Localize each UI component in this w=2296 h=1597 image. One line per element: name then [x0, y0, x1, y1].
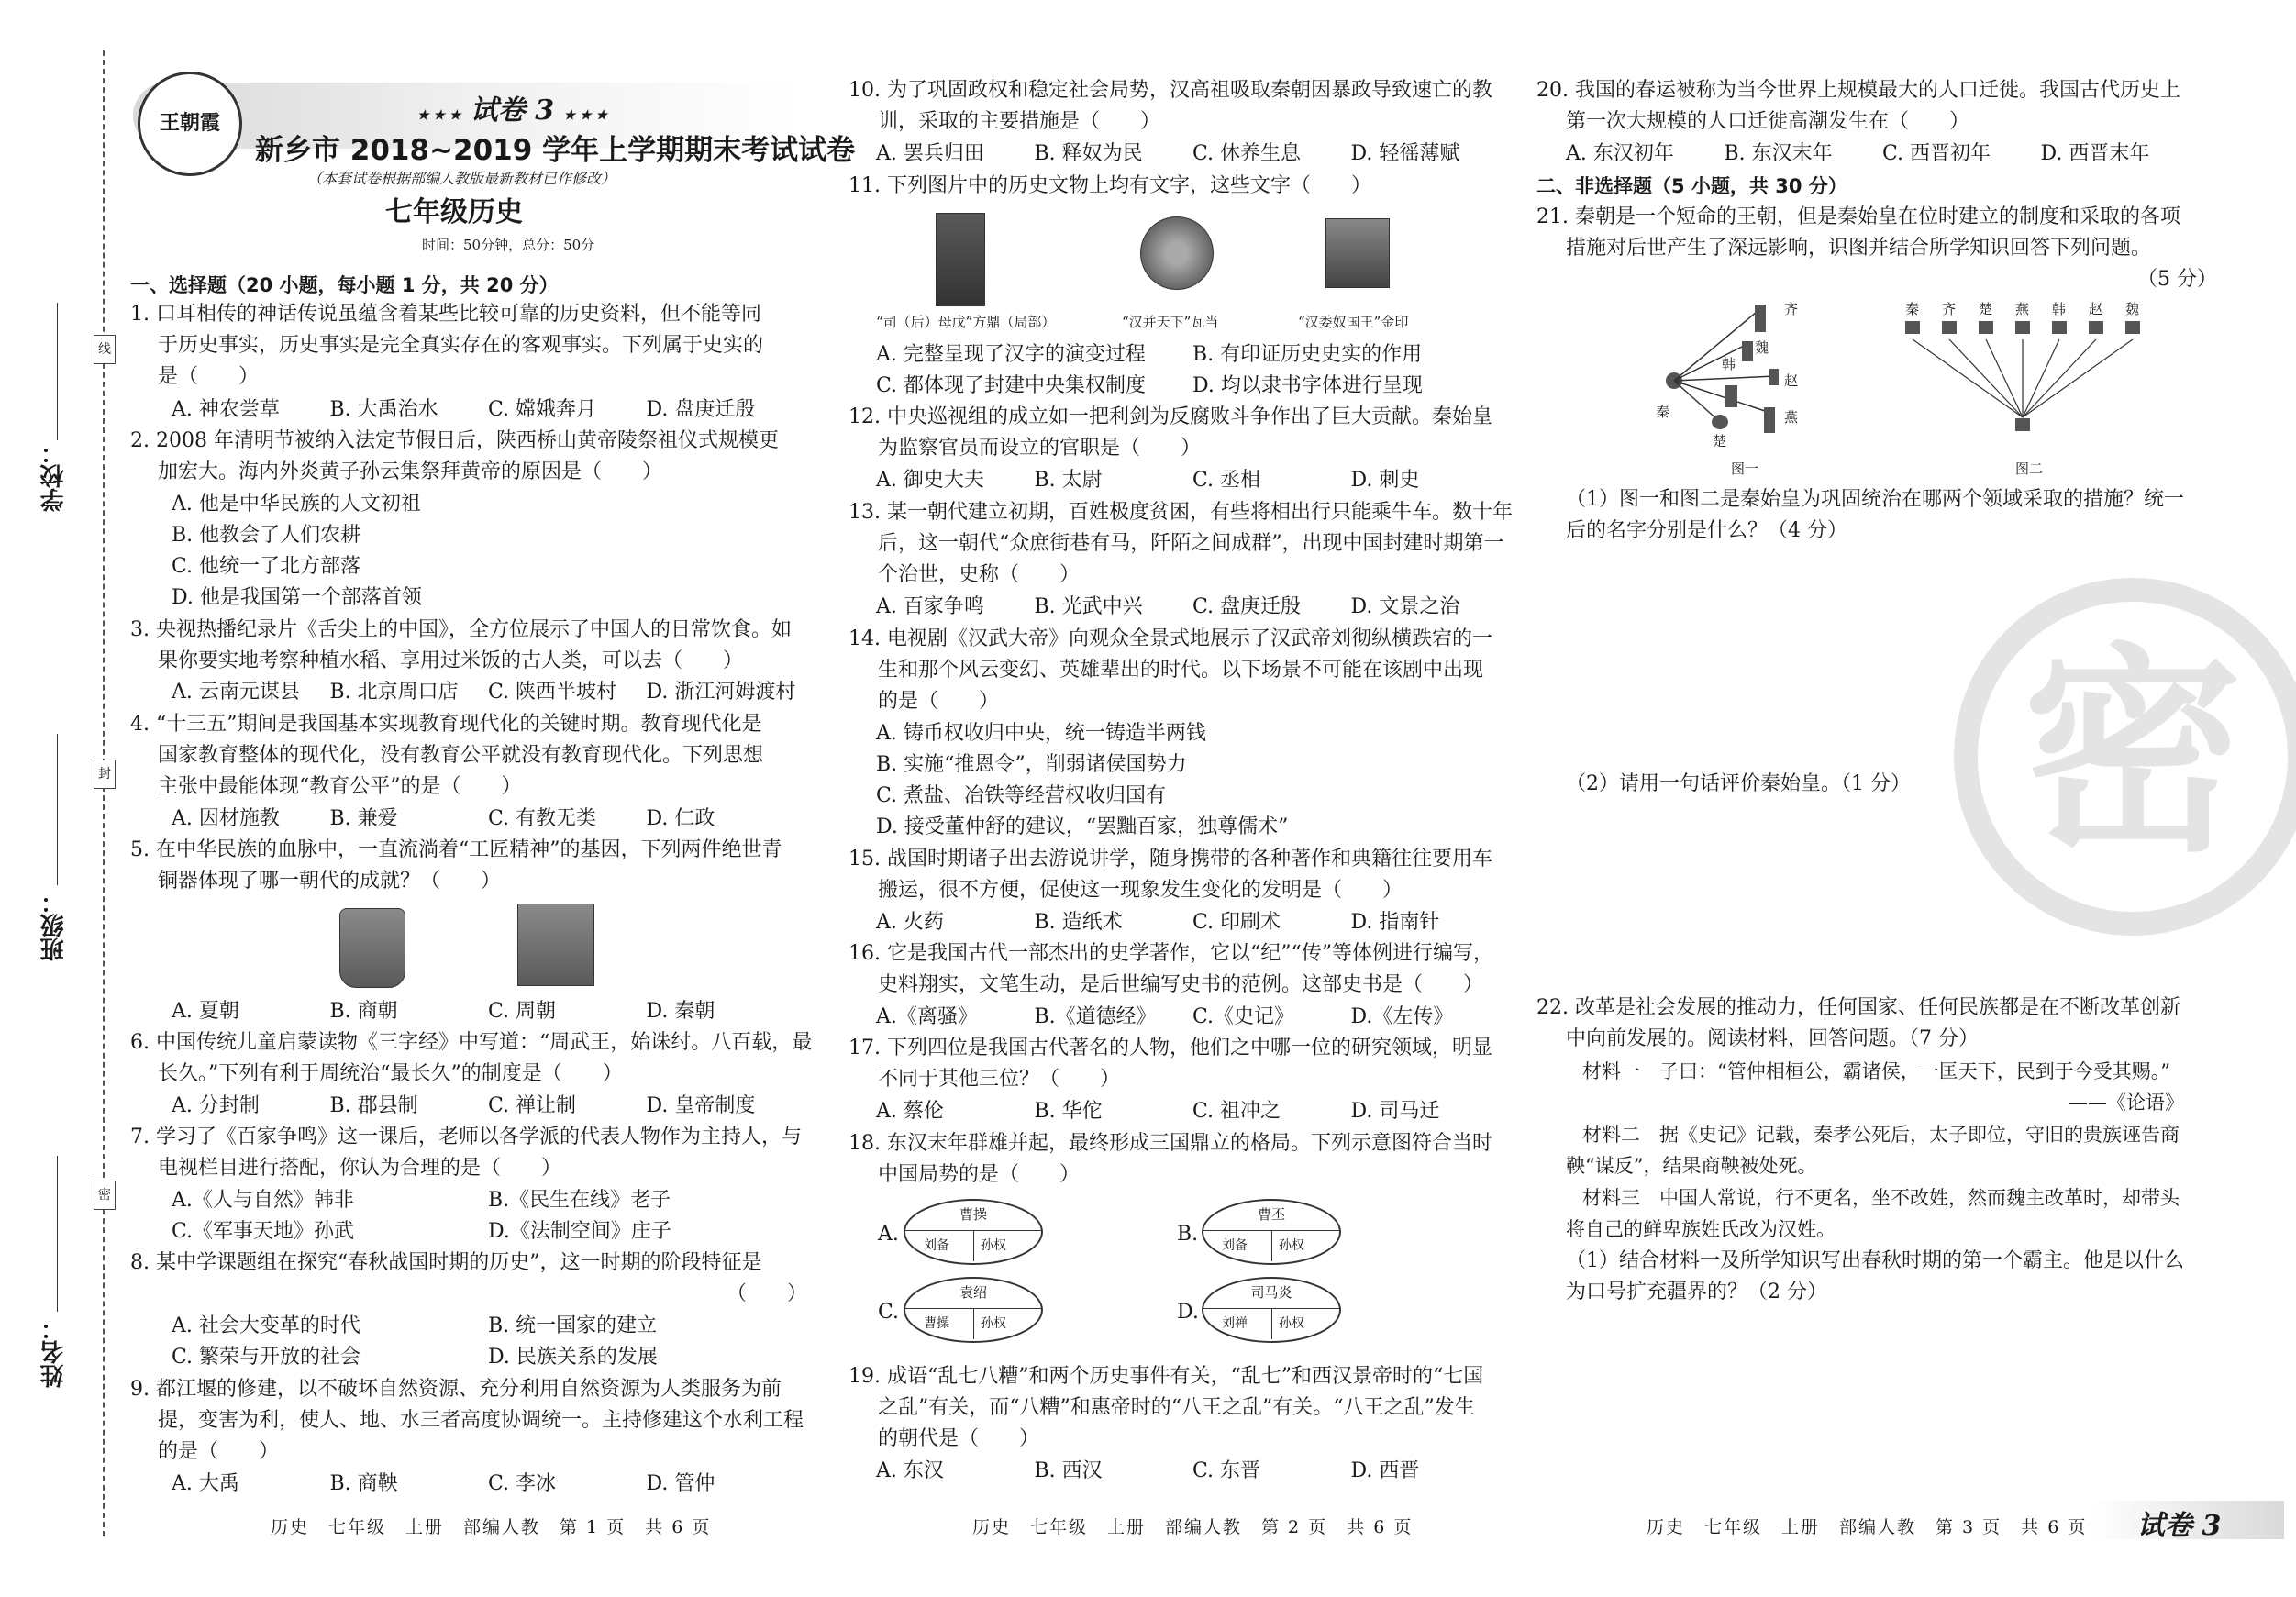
question-17-line: 不同于其他三位？（ ）	[878, 1068, 1121, 1091]
option-a[interactable]: A.《离骚》	[876, 1005, 978, 1028]
question-8-options	[172, 1344, 804, 1371]
state-zhao: 赵	[1784, 372, 1799, 389]
question-4-line: 国家教育整体的现代化，没有教育公平就没有教育现代化。下列思想	[158, 744, 764, 767]
question-19-line: 的朝代是（ ）	[878, 1427, 1040, 1450]
page-footer-1: 历史 七年级 上册 部编人教 第 1 页 共 6 页	[271, 1517, 712, 1537]
seal-mark-line: 线	[94, 335, 116, 364]
diagram-left: 刘备	[924, 1238, 949, 1253]
diagram-right: 孙权	[981, 1316, 1006, 1331]
option-a[interactable]: A. 罢兵归田	[876, 142, 984, 165]
option-c[interactable]: C. 西晋初年	[1882, 142, 1991, 165]
option-c[interactable]: C. 陕西半坡村	[488, 681, 617, 704]
question-10-line: 训，采取的主要措施是（ ）	[878, 110, 1161, 133]
question-20-line: 第一次大规模的人口迁徙高潮发生在（ ）	[1566, 110, 1970, 133]
option-b[interactable]: B. 实施“推恩令”，削弱诸侯国势力	[876, 753, 1187, 776]
section-choice-title: 一、选择题（20 小题，每小题 1 分，共 20 分）	[130, 274, 559, 296]
question-21-2-line: （2）请用一句话评价秦始皇。（1 分）	[1566, 772, 1911, 795]
caption-ding: “司（后）母戊”方鼎（局部）	[876, 314, 1056, 330]
option-a[interactable]: A. 完整呈现了汉字的演变过程	[876, 343, 1146, 366]
question-2-line: 加宏大。海内外炎黄子孙云集祭拜黄帝的原因是（ ）	[158, 460, 663, 483]
state-qin: 秦	[1656, 404, 1670, 420]
diagram-top: 曹操	[959, 1206, 987, 1223]
divider	[973, 1230, 974, 1261]
option-c[interactable]: C. 有教无类	[488, 807, 597, 830]
answer-area-21-2[interactable]	[1566, 804, 2171, 987]
state-wei: 魏	[1755, 339, 1769, 356]
seal-mark-seal: 封	[94, 760, 116, 789]
option-d[interactable]: D. 浙江河姆渡村	[646, 681, 796, 704]
question-3-options	[172, 679, 804, 706]
question-13-line: 个治世，史称（ ）	[878, 563, 1081, 586]
question-17-options	[876, 1098, 1509, 1126]
question-9-line: 9. 都江堰的修建，以不破坏自然资源、充分利用自然资源为人类服务为前	[130, 1378, 782, 1401]
class-field[interactable]	[57, 734, 58, 885]
option-a[interactable]: A. 大禹	[172, 1472, 239, 1495]
question-5-line: 5. 在中华民族的血脉中，一直流淌着“工匠精神”的基因，下列两件绝世青	[130, 838, 782, 861]
option-a[interactable]: A. 东汉初年	[1566, 142, 1674, 165]
divider	[973, 1308, 974, 1339]
question-14-line: 生和那个风云变幻、英雄辈出的时代。以下场景不可能在该剧中出现	[878, 659, 1484, 682]
binding-line	[103, 50, 105, 1536]
question-6-line: 长久。”下列有利于周统治“最长久”的制度是（ ）	[158, 1062, 623, 1085]
option-b[interactable]: B.《民生在线》老子	[488, 1189, 671, 1212]
option-b[interactable]: B. 华佗	[1034, 1100, 1103, 1123]
option-c[interactable]: C. 祖冲之	[1192, 1100, 1281, 1123]
name-field[interactable]	[57, 1156, 58, 1312]
option-c[interactable]: C. 休养生息	[1192, 142, 1302, 165]
figure-2-script	[1885, 294, 2160, 440]
question-19-line: 19. 成语“乱七八糟”和两个历史事件有关，“乱七”和西汉景帝时的“七国	[849, 1365, 1484, 1388]
exam-title: 新乡市 2018~2019 学年上学期期末考试试卷	[255, 134, 856, 167]
option-b[interactable]: B. 光武中兴	[1034, 595, 1143, 618]
option-d[interactable]: D.《法制空间》庄子	[488, 1220, 671, 1243]
material-2: 鞅“谋反”，结果商鞅被处死。	[1566, 1155, 1817, 1177]
option-b[interactable]: B.	[1177, 1223, 1199, 1246]
question-16-line: 史料翔实，文笔生动，是后世编写史书的范例。这部史书是（ ）	[878, 973, 1484, 996]
question-7-options	[172, 1218, 804, 1246]
option-c[interactable]: C. 嫦娥奔月	[488, 398, 597, 421]
option-b[interactable]: B. 商朝	[329, 1000, 398, 1023]
option-d[interactable]: D. 文景之治	[1350, 595, 1460, 618]
state-wei: 魏	[2125, 301, 2140, 317]
question-13-options	[876, 593, 1509, 621]
figure-2-caption: 图二	[2015, 460, 2044, 477]
question-8-options	[172, 1313, 804, 1340]
option-d[interactable]: D. 司马迁	[1350, 1100, 1440, 1123]
diagram-b	[1202, 1199, 1341, 1265]
option-d[interactable]: D. 秦朝	[646, 1000, 715, 1023]
question-1-line: 是（ ）	[158, 365, 260, 388]
diagram-right: 孙权	[1279, 1316, 1304, 1331]
diagram-left: 刘备	[1222, 1238, 1248, 1253]
logo	[138, 72, 242, 176]
paper-badge-text: 试卷 3	[2137, 1510, 2222, 1542]
question-22-line: 22. 改革是社会发展的推动力，任何国家、任何民族都是在不断改革创新	[1536, 996, 2180, 1019]
material-1: 材料一 子曰：“管仲相桓公，霸诸侯，一匡天下，民到于今受其赐。”	[1582, 1060, 2170, 1082]
state-qi: 齐	[1784, 301, 1799, 317]
question-7-line: 电视栏目进行搭配，你认为合理的是（ ）	[158, 1157, 562, 1180]
option-d[interactable]: D. 轻徭薄赋	[1350, 142, 1460, 165]
question-4-options	[172, 805, 804, 833]
option-b[interactable]: B.《道德经》	[1034, 1005, 1157, 1028]
gold-seal-image	[1325, 218, 1390, 288]
option-b[interactable]: B. 太尉	[1034, 469, 1103, 492]
state-qin: 秦	[1905, 301, 1920, 317]
option-c[interactable]: C. 丞相	[1192, 469, 1261, 492]
question-14-line: 的是（ ）	[878, 690, 1000, 713]
question-18-line: 中国局势的是（ ）	[878, 1163, 1081, 1186]
question-10-line: 10. 为了巩固政权和稳定社会局势，汉高祖吸取秦朝因暴政导致速亡的教	[849, 79, 1492, 102]
question-12-options	[876, 467, 1509, 494]
question-11-options	[876, 372, 1509, 400]
answer-area-21-1[interactable]	[1566, 550, 2171, 761]
state-han: 韩	[2052, 301, 2067, 317]
page-footer-3: 历史 七年级 上册 部编人教 第 3 页 共 6 页	[1647, 1517, 2088, 1537]
question-11-options	[876, 341, 1509, 369]
question-1-options	[172, 396, 804, 424]
divider	[1271, 1230, 1272, 1261]
question-8-line: 8. 某中学课题组在探究“春秋战国时期的历史”，这一时期的阶段特征是	[130, 1251, 762, 1274]
option-b[interactable]: B. 造纸术	[1034, 911, 1123, 934]
answer-area-22-1[interactable]	[1566, 1312, 2171, 1495]
option-c[interactable]: C.	[878, 1301, 900, 1324]
question-20-line: 20. 我国的春运被称为当今世界上规模最大的人口迁徙。我国古代历史上	[1536, 79, 2180, 102]
ding-inscription-image	[936, 213, 985, 306]
question-1-line: 1. 口耳相传的神话传说虽蕴含着某些比较可靠的历史资料，但不能等同	[130, 303, 761, 326]
option-c[interactable]: C. 印刷术	[1192, 911, 1281, 934]
caption-gold-seal: “汉委奴国王”金印	[1298, 314, 1409, 330]
option-a[interactable]: A. 云南元谋县	[172, 681, 300, 704]
diagram-top: 曹丕	[1257, 1206, 1285, 1223]
material-2: 材料二 据《史记》记载，秦孝公死后，太子即位，守旧的贵族诬告商	[1582, 1124, 2180, 1146]
school-field[interactable]	[57, 303, 58, 440]
option-b[interactable]: B. 大禹治水	[329, 398, 438, 421]
diagram-a	[904, 1199, 1043, 1265]
question-1-line: 于历史事实，历史事实是完全真实存在的客观事实。下列属于史实的	[158, 334, 764, 357]
option-c[interactable]: C. 他统一了北方部落	[172, 555, 361, 578]
watermark-char: 密	[2022, 625, 2243, 882]
question-12-line: 为监察官员而设立的官职是（ ）	[878, 437, 1202, 460]
material-3: 将自己的鲜卑族姓氏改为汉姓。	[1566, 1218, 1836, 1240]
option-a[interactable]: A. 东汉	[876, 1459, 944, 1482]
option-d[interactable]: D. 他是我国第一个部落首领	[172, 586, 422, 609]
question-13-line: 13. 某一朝代建立初期，百姓极度贫困，有些将相出行只能乘牛车。数十年	[849, 501, 1513, 524]
question-2-line: 2. 2008 年清明节被纳入法定节假日后，陕西桥山黄帝陵祭祖仪式规模更	[130, 429, 779, 452]
logo-text: 王朝霞	[159, 111, 220, 135]
option-a[interactable]: A. 御史大夫	[876, 469, 984, 492]
option-d[interactable]: D.《左传》	[1350, 1005, 1454, 1028]
question-9-options	[172, 1470, 804, 1498]
question-21-line: 措施对后世产生了深远影响，识图并结合所学知识回答下列问题。	[1566, 237, 2152, 260]
question-3-line: 果你要实地考察种植水稻、享用过米饭的古人类，可以去（ ）	[158, 649, 744, 672]
figure-1-currency	[1656, 294, 1830, 449]
subject-title: 七年级历史	[385, 196, 523, 228]
option-d[interactable]: D. 西晋	[1350, 1459, 1420, 1482]
option-a[interactable]: A. 蔡伦	[876, 1100, 944, 1123]
option-c[interactable]: C. 禅让制	[488, 1094, 577, 1117]
tile-end-image	[1140, 216, 1214, 290]
state-han: 韩	[1722, 356, 1736, 372]
diagram-left: 刘禅	[1222, 1316, 1248, 1331]
option-a[interactable]: A. 他是中华民族的人文初祖	[172, 493, 421, 516]
option-c[interactable]: C. 东晋	[1192, 1459, 1261, 1482]
question-21-score: （5 分）	[2137, 268, 2217, 291]
option-a[interactable]: A. 社会大变革的时代	[172, 1314, 360, 1337]
figure-1-drawing	[1656, 294, 1830, 449]
option-c[interactable]: C. 李冰	[488, 1472, 557, 1495]
question-11-line: 11. 下列图片中的历史文物上均有文字，这些文字（ ）	[849, 174, 1371, 197]
star-icon: ★ ★ ★	[563, 108, 608, 123]
diagram-top: 司马炎	[1250, 1284, 1292, 1301]
option-c[interactable]: C. 繁荣与开放的社会	[172, 1346, 361, 1369]
state-chu: 楚	[1713, 433, 1727, 449]
option-d[interactable]: D. 皇帝制度	[646, 1094, 756, 1117]
material-1-source: ——《论语》	[2069, 1092, 2184, 1114]
diagram-c	[904, 1277, 1043, 1343]
option-a[interactable]: A. 因材施教	[172, 807, 280, 830]
option-c[interactable]: C.《史记》	[1192, 1005, 1295, 1028]
option-b[interactable]: B. 释奴为民	[1034, 142, 1143, 165]
question-20-options	[1566, 140, 2199, 168]
square-ding-image	[517, 904, 594, 986]
diagram-left: 曹操	[924, 1316, 949, 1331]
question-7-options	[172, 1187, 804, 1214]
option-d[interactable]: D. 刺史	[1350, 469, 1420, 492]
class-label: 班级：	[40, 890, 68, 961]
option-d[interactable]: D. 西晋末年	[2040, 142, 2150, 165]
option-d[interactable]: D. 管仲	[646, 1472, 715, 1495]
question-22-1-line: （1）结合材料一及所学知识写出春秋时期的第一个霸主。他是以什么	[1566, 1249, 2184, 1272]
option-d[interactable]: D. 盘庚迁殷	[646, 398, 756, 421]
state-qi: 齐	[1942, 301, 1957, 317]
diagram-d	[1202, 1277, 1341, 1343]
state-zhao: 赵	[2089, 301, 2103, 317]
option-d[interactable]: D. 仁政	[646, 807, 715, 830]
question-5-line: 铜器体现了哪一朝代的成就？（ ）	[158, 870, 502, 893]
option-c[interactable]: C.《军事天地》孙武	[172, 1220, 355, 1243]
option-b[interactable]: B. 北京周口店	[329, 681, 459, 704]
question-17-line: 17. 下列四位是我国古代著名的人物，他们之中哪一位的研究领域，明显	[849, 1037, 1492, 1059]
material-3: 材料三 中国人常说，行不更名，坐不改姓，然而魏主改革时，却带头	[1582, 1187, 2180, 1209]
question-10-options	[876, 140, 1509, 168]
question-15-options	[876, 909, 1509, 937]
diagram-right: 孙权	[981, 1238, 1006, 1253]
question-6-line: 6. 中国传统儿童启蒙读物《三字经》中写道：“周武王，始诛纣。八百载，最	[130, 1031, 813, 1054]
divider	[1271, 1308, 1272, 1339]
question-12-line: 12. 中央巡视组的成立如一把利剑为反腐败斗争作出了巨大贡献。秦始皇	[849, 405, 1492, 428]
option-d[interactable]: D. 指南针	[1350, 911, 1440, 934]
question-15-line: 15. 战国时期诸子出去游说讲学，随身携带的各种著作和典籍往往要用车	[849, 848, 1492, 871]
option-b[interactable]: B. 兼爱	[329, 807, 398, 830]
question-5-options	[172, 998, 804, 1026]
option-c[interactable]: C. 煮盐、冶铁等经营权收归国有	[876, 784, 1167, 807]
question-4-line: 4. “十三五”期间是我国基本实现教育现代化的关键时期。教育现代化是	[130, 713, 762, 736]
question-18-line: 18. 东汉末年群雄并起，最终形成三国鼎立的格局。下列示意图符合当时	[849, 1132, 1492, 1155]
question-4-line: 主张中最能体现“教育公平”的是（ ）	[158, 775, 522, 798]
question-16-line: 16. 它是我国古代一部杰出的史学著作，它以“纪”“传”等体例进行编写，	[849, 942, 1493, 965]
question-21-1-line: 后的名字分别是什么？（4 分）	[1566, 519, 1847, 542]
option-b[interactable]: B. 他教会了人们农耕	[172, 524, 361, 547]
diagram-right: 孙权	[1279, 1238, 1304, 1253]
option-a[interactable]: A. 夏朝	[172, 1000, 239, 1023]
exam-note: （本套试卷根据部编人教版最新教材已作修改）	[307, 170, 616, 187]
page-footer-2: 历史 七年级 上册 部编人教 第 2 页 共 6 页	[972, 1517, 1414, 1537]
question-15-line: 搬运，很不方便，促使这一现象发生变化的发明是（ ）	[878, 879, 1403, 902]
option-b[interactable]: B. 郡县制	[329, 1094, 418, 1117]
option-a[interactable]: A. 分封制	[172, 1094, 260, 1117]
option-b[interactable]: B. 西汉	[1034, 1459, 1103, 1482]
option-c[interactable]: C. 周朝	[488, 1000, 557, 1023]
caption-tile-end: “汉并天下”瓦当	[1122, 314, 1219, 330]
question-14-line: 14. 电视剧《汉武大帝》向观众全景式地展示了汉武帝刘彻纵横跌宕的一	[849, 627, 1492, 650]
exam-time: 时间：50分钟，总分：50分	[422, 237, 595, 253]
state-yan: 燕	[1784, 409, 1799, 426]
question-9-line: 的是（ ）	[158, 1440, 280, 1463]
diagram-top: 袁绍	[959, 1284, 987, 1301]
bronze-vessel-image	[339, 908, 405, 988]
option-a[interactable]: A.	[878, 1223, 899, 1246]
option-c[interactable]: C. 都体现了封建中央集权制度	[876, 374, 1147, 397]
question-21-1-line: （1）图一和图二是秦始皇为巩固统治在哪两个领域采取的措施？统一	[1566, 488, 2184, 511]
option-a[interactable]: A. 火药	[876, 911, 944, 934]
option-b[interactable]: B. 有印证历史史实的作用	[1192, 343, 1423, 366]
question-8-line: （ ）	[727, 1282, 808, 1305]
question-22-line: 中向前发展的。阅读材料，回答问题。（7 分）	[1566, 1027, 1979, 1050]
question-16-options	[876, 1004, 1509, 1031]
question-9-line: 提，变害为利，使人、地、水三者高度协调统一。主持修建这个水利工程	[158, 1409, 804, 1432]
question-19-line: 之乱”有关，而“八糟”和惠帝时的“八王之乱”有关。“八王之乱”发生	[878, 1396, 1475, 1419]
name-label: 姓名：	[40, 1316, 68, 1388]
option-a[interactable]: A. 神农尝草	[172, 398, 280, 421]
option-d[interactable]: D.	[1177, 1301, 1199, 1324]
question-6-options	[172, 1092, 804, 1120]
option-b[interactable]: B. 商鞅	[329, 1472, 398, 1495]
option-a[interactable]: A. 百家争鸣	[876, 595, 984, 618]
figure-1-caption: 图一	[1731, 460, 1759, 477]
seal-mark-secret: 密	[94, 1181, 116, 1210]
option-c[interactable]: C. 盘庚迁殷	[1192, 595, 1302, 618]
state-yan: 燕	[2015, 301, 2030, 317]
school-label: 学校：	[40, 440, 68, 512]
question-3-line: 3. 央视热播纪录片《舌尖上的中国》，全方位展示了中国人的日常饮食。如	[130, 618, 792, 641]
star-icon: ★ ★ ★	[417, 108, 461, 123]
question-22-1-line: 为口号扩充疆界的？（2 分）	[1566, 1281, 1827, 1303]
option-d[interactable]: D. 均以隶书字体进行呈现	[1192, 374, 1423, 397]
option-a[interactable]: A.《人与自然》韩非	[172, 1189, 354, 1212]
question-21-line: 21. 秦朝是一个短命的王朝，但是秦始皇在位时建立的制度和采取的各项	[1536, 205, 2180, 228]
option-a[interactable]: A. 铸币权收归中央，统一铸造半两钱	[876, 722, 1206, 745]
question-19-options	[876, 1458, 1509, 1485]
paper-number: ★ ★ ★ 试卷 3 ★ ★ ★	[417, 94, 608, 127]
option-d[interactable]: D. 民族关系的发展	[488, 1346, 658, 1369]
option-b[interactable]: B. 统一国家的建立	[488, 1314, 658, 1337]
section-open-title: 二、非选择题（5 小题，共 30 分）	[1536, 175, 1847, 197]
state-chu: 楚	[1979, 301, 1993, 317]
question-13-line: 后，这一朝代“众庶街巷有马，阡陌之间成群”，出现中国封建时期第一	[878, 532, 1504, 555]
option-d[interactable]: D. 接受董仲舒的建议，“罢黜百家，独尊儒术”	[876, 815, 1289, 838]
option-b[interactable]: B. 东汉末年	[1724, 142, 1833, 165]
question-7-line: 7. 学习了《百家争鸣》这一课后，老师以各学派的代表人物作为主持人，与	[130, 1126, 802, 1148]
